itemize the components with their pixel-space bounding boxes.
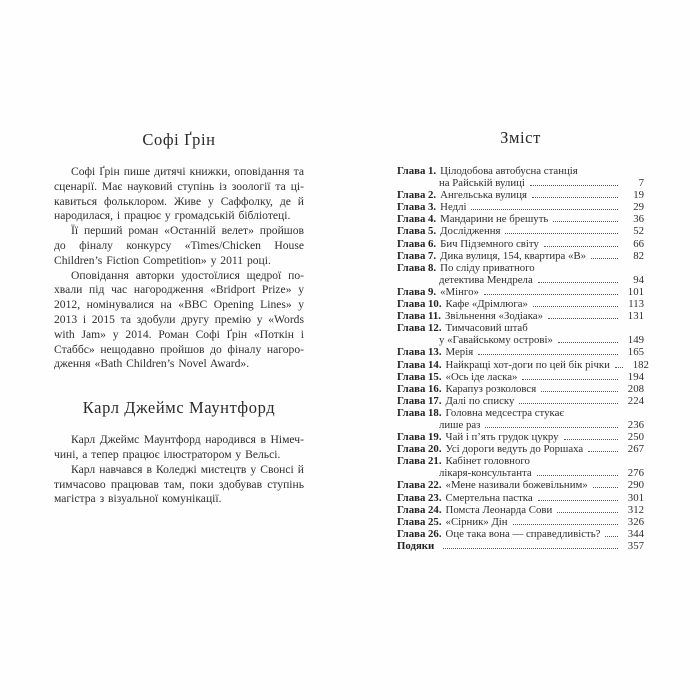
toc-entry-continuation (397, 274, 644, 286)
toc-chapter-label: Глава 1. (397, 165, 437, 177)
toc-chapter-title: лікаря-консультанта (439, 467, 532, 480)
toc-chapter-title: лише раз (439, 418, 481, 431)
toc-entry (397, 286, 644, 298)
toc-entry-continuation (397, 467, 644, 479)
toc-dot-leader (558, 342, 618, 343)
toc-chapter-label: Глава 17. (397, 394, 442, 407)
toc-dot-leader (513, 524, 618, 525)
toc-page-number: 208 (627, 382, 644, 395)
toc-page-number: 165 (627, 346, 644, 359)
toc-entry (397, 383, 644, 395)
toc-entry-continuation (397, 419, 644, 431)
toc-chapter-title: Карапуз розколовся (445, 382, 537, 395)
toc-dot-leader (591, 258, 618, 259)
toc-dot-leader (557, 512, 618, 513)
toc-dot-leader (541, 391, 618, 392)
toc-chapter-title: Ангельська вулиця (440, 189, 527, 202)
toc-page-number: 267 (627, 443, 644, 456)
toc-page-number: 276 (627, 467, 644, 480)
bio-paragraph: Карл навчався в Коледжі мистецтв у Свонсі й тимчасово працював там, поки здобував ступінь магістра з візуальної комунікації. (54, 462, 304, 506)
toc-chapter-title: Звільнення «Зодіака» (444, 310, 544, 323)
toc-chapter-title: По сліду приватного (440, 261, 535, 274)
toc-dot-leader (605, 536, 618, 537)
toc-chapter-label: Глава 22. (397, 479, 442, 492)
toc-chapter-title: Цілодобова автобусна станція (440, 165, 578, 177)
toc-page-number: 36 (633, 213, 644, 226)
bio-paragraph: Оповідання авторки удостоїлися щедрої похвали під час нагородження «Bridport Prize» у 2012, номінувалися на «BBC Opening Lines» у 2013 і 2015 та здобули другу премію у «Words with Jam» у 2014. Роман Софі Ґрін «Поткін і Стаббс» нещодавно пройшов до фіналу нагородження «Bath Children’s Novel Award». (54, 268, 304, 371)
right-page-contents (397, 128, 649, 552)
toc-chapter-label: Глава 3. (397, 201, 437, 214)
toc-chapter-title: на Райській вулиці (439, 177, 525, 190)
toc-dot-leader (615, 367, 623, 368)
toc-dot-leader (532, 197, 618, 198)
toc-entry (397, 298, 644, 310)
toc-page-number: 149 (627, 334, 644, 347)
left-page-author-bios (54, 130, 304, 507)
toc-chapter-label: Глава 15. (397, 370, 442, 383)
toc-page-number: 344 (627, 527, 644, 540)
toc-chapter-title: Помста Леонарда Сови (445, 503, 553, 516)
toc-page-number: 182 (632, 358, 649, 371)
bio-paragraph: Карл Джеймс Маунтфорд народився в Німеччині, а тепер працює ілюстратором у Вельсі. (54, 433, 304, 461)
toc-chapter-title: Дослідження (440, 225, 501, 238)
toc-chapter-label: Глава 24. (397, 503, 442, 516)
toc-chapter-label: Глава 9. (397, 285, 437, 298)
toc-page-number: 312 (627, 503, 644, 516)
toc-dot-leader (537, 475, 618, 476)
toc-chapter-title: Бич Підземного світу (440, 237, 539, 250)
toc-page-number: 101 (627, 285, 644, 298)
toc-chapter-label: Глава 19. (397, 431, 442, 444)
toc-chapter-label: Глава 11. (397, 310, 441, 323)
toc-chapter-label: Глава 2. (397, 189, 437, 202)
toc-chapter-title: Тимчасовий штаб (445, 322, 528, 335)
toc-entry (397, 516, 644, 528)
toc-chapter-title: Найкращі хот-доги по цей бік річки (445, 358, 610, 371)
toc-entry (397, 443, 644, 455)
toc-entry (397, 395, 644, 407)
toc-entry (397, 213, 644, 225)
toc-entry (397, 262, 644, 274)
toc-dot-leader (533, 306, 618, 307)
toc-dot-leader (553, 221, 618, 222)
toc-chapter-label: Глава 20. (397, 443, 442, 456)
toc-chapter-title: Смертельна пастка (445, 491, 533, 504)
toc-entry (397, 431, 644, 443)
toc-page-number: 94 (633, 273, 644, 286)
toc-page-number: 326 (627, 515, 644, 528)
toc-entry (397, 165, 644, 177)
toc-dot-leader (588, 451, 618, 452)
toc-dot-leader (564, 439, 618, 440)
toc-chapter-title: Далі по списку (445, 394, 515, 407)
contents-title: Зміст (500, 128, 541, 147)
toc-chapter-label: Глава 4. (397, 213, 437, 226)
toc-page-number: 66 (633, 237, 644, 250)
author-heading: Софі Ґрін (142, 130, 216, 149)
toc-dot-leader (443, 548, 618, 549)
toc-page-number: 236 (627, 418, 644, 431)
toc-chapter-label: Глава 8. (397, 261, 437, 274)
toc-page-number: 29 (633, 201, 644, 214)
toc-chapter-title: «Мінго» (440, 285, 479, 298)
toc-dot-leader (478, 354, 618, 355)
toc-dot-leader (538, 500, 618, 501)
toc-chapter-label: Глава 26. (397, 527, 442, 540)
author-section (54, 130, 304, 372)
toc-chapter-title: детектива Мендрела (439, 273, 533, 286)
toc-dot-leader (505, 233, 618, 234)
toc-chapter-label: Глава 16. (397, 382, 442, 395)
toc-page-number: 194 (627, 370, 644, 383)
toc-page-number: 19 (633, 189, 644, 202)
toc-chapter-title: Усі дороги ведуть до Роршаха (445, 443, 584, 456)
toc-entry (397, 540, 644, 552)
toc-page-number: 250 (627, 431, 644, 444)
toc-chapter-title: Кафе «Дрімлюга» (445, 298, 528, 311)
toc-chapter-label: Глава 23. (397, 491, 442, 504)
toc-chapter-label: Подяки (397, 539, 435, 552)
toc-chapter-label: Глава 12. (397, 322, 442, 335)
toc-chapter-title: Мерія (445, 346, 474, 359)
author-section (54, 398, 304, 507)
toc-chapter-title: Оце така вона — справедливість? (445, 527, 601, 540)
toc-chapter-label: Глава 21. (397, 455, 442, 468)
toc-dot-leader (530, 185, 618, 186)
toc-chapter-label: Глава 18. (397, 406, 442, 419)
toc-entry-continuation (397, 177, 644, 189)
bio-paragraph: Її перший роман «Останній велет» пройшов до фіналу конкурсу «Times/Chicken House Children’s Fiction Competition» у 2011 році. (54, 224, 304, 267)
toc-chapter-label: Глава 6. (397, 237, 437, 250)
toc-page-number: 7 (638, 177, 644, 190)
toc-entry (397, 322, 644, 334)
toc-entry (397, 238, 644, 250)
toc-page-number: 301 (627, 491, 644, 504)
toc-page-number: 52 (633, 225, 644, 238)
toc-entry (397, 492, 644, 504)
toc-dot-leader (548, 318, 618, 319)
toc-page-number: 82 (633, 249, 644, 262)
toc-entry (397, 371, 644, 383)
toc-dot-leader (519, 403, 618, 404)
toc-entry (397, 407, 644, 419)
toc-chapter-label: Глава 14. (397, 358, 442, 371)
toc-chapter-title: Недлі (440, 201, 467, 214)
toc-entry (397, 189, 644, 201)
toc-chapter-label: Глава 10. (397, 298, 442, 311)
toc-dot-leader (471, 209, 618, 210)
toc-chapter-title: Кабінет головного (445, 455, 530, 468)
toc-entry (397, 528, 644, 540)
toc-dot-leader (593, 487, 618, 488)
toc-chapter-title: Головна медсестра стукає (445, 406, 565, 419)
toc-entry (397, 455, 644, 467)
toc-page-number: 224 (627, 394, 644, 407)
toc-entry (397, 201, 644, 213)
toc-entry (397, 479, 644, 491)
toc-dot-leader (522, 379, 618, 380)
toc-entry (397, 358, 649, 371)
toc-chapter-title: Мандарини не брешуть (440, 213, 549, 226)
bio-paragraph: Софі Ґрін пише дитячі книжки, оповідання та сценарії. Має науковий ступінь із зоології та цікавиться фольклором. Живе у Саффолку, де й народилася, і працює у громадській бібліотеці. (54, 165, 304, 223)
toc-entry (397, 504, 644, 516)
toc-dot-leader (485, 427, 618, 428)
toc-chapter-label: Глава 7. (397, 249, 437, 262)
toc-entry (397, 310, 644, 322)
toc-entry-continuation (397, 334, 644, 346)
toc-chapter-title: Дика вулиця, 154, квартира «В» (440, 249, 587, 262)
author-heading: Карл Джеймс Маунтфорд (82, 398, 276, 418)
toc-chapter-title: «Сірник» Дін (445, 515, 508, 528)
toc-chapter-title: «Мене називали божевільним» (445, 479, 588, 492)
toc-entry (397, 346, 644, 358)
toc-chapter-title: Чай і п’ять грудок цукру (445, 431, 559, 444)
toc-dot-leader (484, 294, 618, 295)
toc-chapter-title: «Ось іде ласка» (445, 370, 518, 383)
toc-page-number: 290 (627, 479, 644, 492)
toc-entry (397, 225, 644, 237)
toc-chapter-label: Глава 5. (397, 225, 437, 238)
toc-chapter-label: Глава 13. (397, 346, 442, 359)
toc-page-number: 357 (627, 539, 644, 552)
toc-dot-leader (538, 282, 618, 283)
toc-entry (397, 250, 644, 262)
toc-page-number: 131 (627, 310, 644, 323)
toc-page-number: 113 (628, 298, 644, 311)
toc-chapter-title: у «Гавайському острові» (439, 334, 553, 347)
table-of-contents (397, 165, 649, 552)
toc-dot-leader (544, 246, 618, 247)
toc-chapter-label: Глава 25. (397, 515, 442, 528)
